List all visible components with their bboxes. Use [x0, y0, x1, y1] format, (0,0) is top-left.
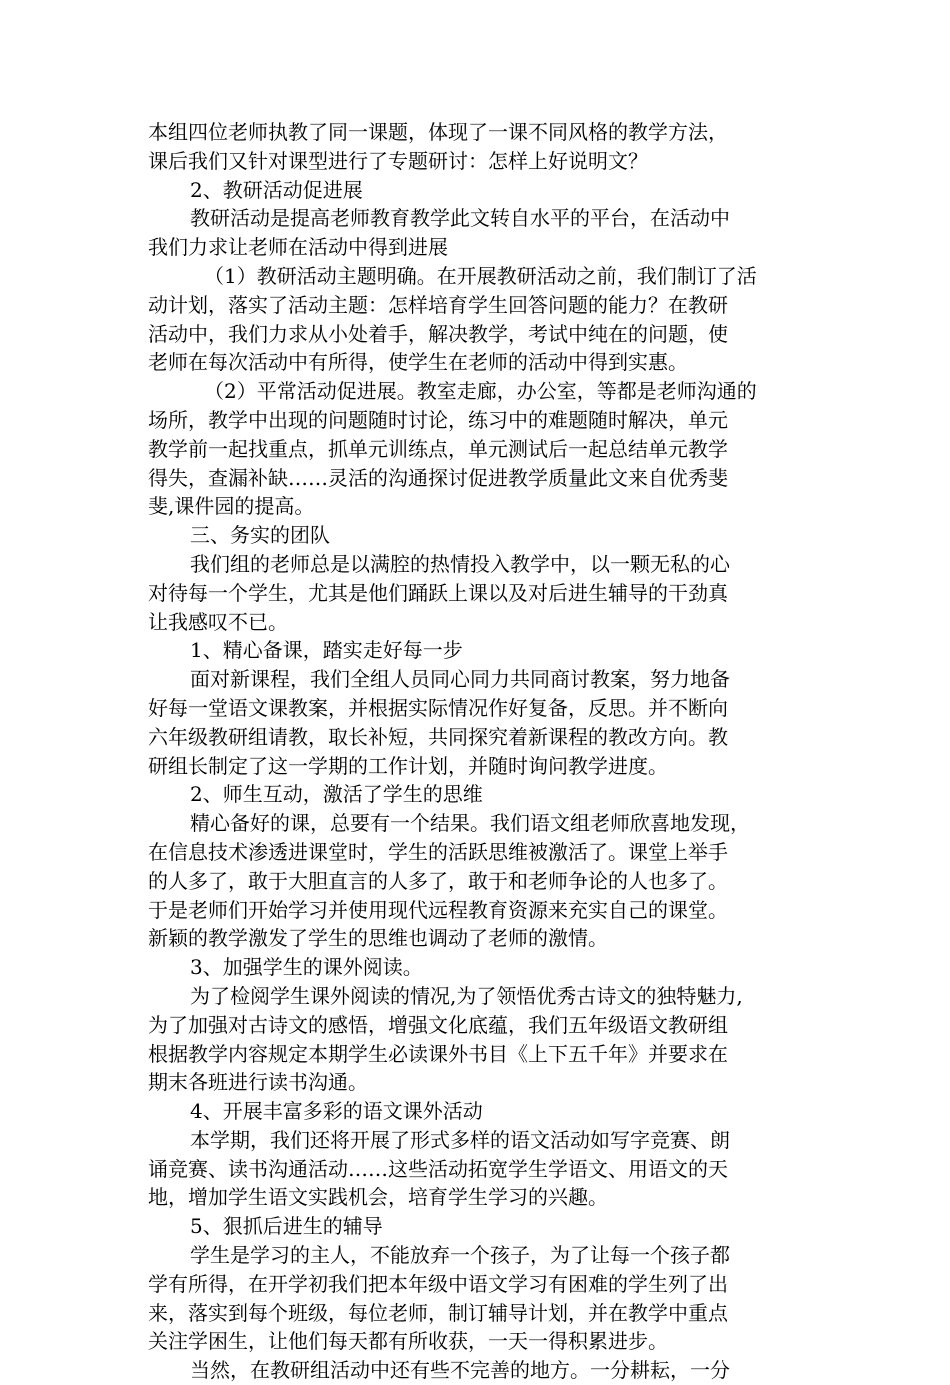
text-line: 于是老师们开始学习并使用现代远程教育资源来充实自己的课堂。	[148, 897, 728, 922]
text-line: 六年级教研组请教，取长补短，共同探究着新课程的教改方向。教	[148, 724, 728, 749]
text-line: 活动中，我们力求从小处着手，解决教学，考试中纯在的问题，使	[148, 321, 728, 346]
text-line: 为了检阅学生课外阅读的情况,为了领悟优秀古诗文的独特魅力,	[190, 983, 743, 1008]
text-line: 地，增加学生语文实践机会，培育学生学习的兴趣。	[148, 1185, 608, 1210]
text-line: 精心备好的课，总要有一个结果。我们语文组老师欣喜地发现，	[190, 811, 750, 836]
text-line: 我们组的老师总是以满腔的热情投入教学中，以一颗无私的心	[190, 551, 730, 576]
text-line: （1）教研活动主题明确。在开展教研活动之前，我们制订了活	[204, 263, 757, 288]
text-line: 本学期，我们还将开展了形式多样的语文活动如写字竞赛、朗	[190, 1127, 730, 1152]
text-line: 得失，查漏补缺……灵活的沟通探讨促进教学质量此文来自优秀斐	[148, 465, 728, 490]
text-line: 学有所得，在开学初我们把本年级中语文学习有困难的学生列了出	[148, 1271, 728, 1296]
text-line: 学生是学习的主人，不能放弃一个孩子，为了让每一个孩子都	[190, 1243, 730, 1268]
text-line: 老师在每次活动中有所得，使学生在老师的活动中得到实惠。	[148, 350, 688, 375]
text-line: 让我感叹不已。	[148, 609, 288, 634]
text-line: 课后我们又针对课型进行了专题研讨：怎样上好说明文？	[148, 148, 648, 173]
text-line: 新颖的教学激发了学生的思维也调动了老师的激情。	[148, 926, 608, 951]
text-line: 的人多了，敢于大胆直言的人多了，敢于和老师争论的人也多了。	[148, 868, 728, 893]
text-line: 斐,课件园的提高。	[148, 494, 315, 519]
document-page	[148, 118, 820, 1385]
text-line: 对待每一个学生，尤其是他们踊跃上课以及对后进生辅导的干劲真	[148, 580, 728, 605]
text-line: 面对新课程，我们全组人员同心同力共同商讨教案，努力地备	[190, 667, 730, 692]
text-line: 2、教研活动促进展	[190, 177, 363, 202]
text-line: 教学前一起找重点，抓单元训练点，单元测试后一起总结单元教学	[148, 436, 728, 461]
text-line: 三、务实的团队	[190, 523, 330, 548]
text-line: 我们力求让老师在活动中得到进展	[148, 235, 448, 260]
text-line: 本组四位老师执教了同一课题，体现了一课不同风格的教学方法，	[148, 120, 728, 144]
text-line: 场所，教学中出现的问题随时讨论，练习中的难题随时解决，单元	[148, 407, 728, 432]
text-line: 动计划，落实了活动主题：怎样培育学生回答问题的能力？在教研	[148, 292, 728, 317]
text-line: 期末各班进行读书沟通。	[148, 1070, 368, 1095]
text-line: （2）平常活动促进展。教室走廊，办公室，等都是老师沟通的	[204, 379, 757, 404]
text-line: 5、狠抓后进生的辅导	[190, 1214, 383, 1239]
text-line: 诵竞赛、读书沟通活动……这些活动拓宽学生学语文、用语文的天	[148, 1156, 728, 1181]
text-line: 当然，在教研组活动中还有些不完善的地方。一分耕耘，一分	[190, 1358, 730, 1383]
text-line: 1、精心备课，踏实走好每一步	[190, 638, 463, 663]
text-line: 为了加强对古诗文的感悟，增强文化底蕴，我们五年级语文教研组	[148, 1012, 728, 1037]
text-line: 好每一堂语文课教案，并根据实际情况作好复备，反思。并不断向	[148, 695, 728, 720]
text-line: 4、开展丰富多彩的语文课外活动	[190, 1099, 483, 1124]
text-line: 关注学困生，让他们每天都有所收获，一天一得积累进步。	[148, 1329, 668, 1354]
text-line: 在信息技术渗透进课堂时，学生的活跃思维被激活了。课堂上举手	[148, 839, 728, 864]
text-line: 根据教学内容规定本期学生必读课外书目《上下五千年》并要求在	[148, 1041, 728, 1066]
text-line: 研组长制定了这一学期的工作计划，并随时询问教学进度。	[148, 753, 668, 778]
text-line: 教研活动是提高老师教育教学此文转自水平的平台，在活动中	[190, 206, 730, 231]
text-line: 来，落实到每个班级，每位老师，制订辅导计划，并在教学中重点	[148, 1300, 728, 1325]
text-line: 2、师生互动，激活了学生的思维	[190, 782, 483, 807]
text-line: 3、加强学生的课外阅读。	[190, 955, 423, 980]
